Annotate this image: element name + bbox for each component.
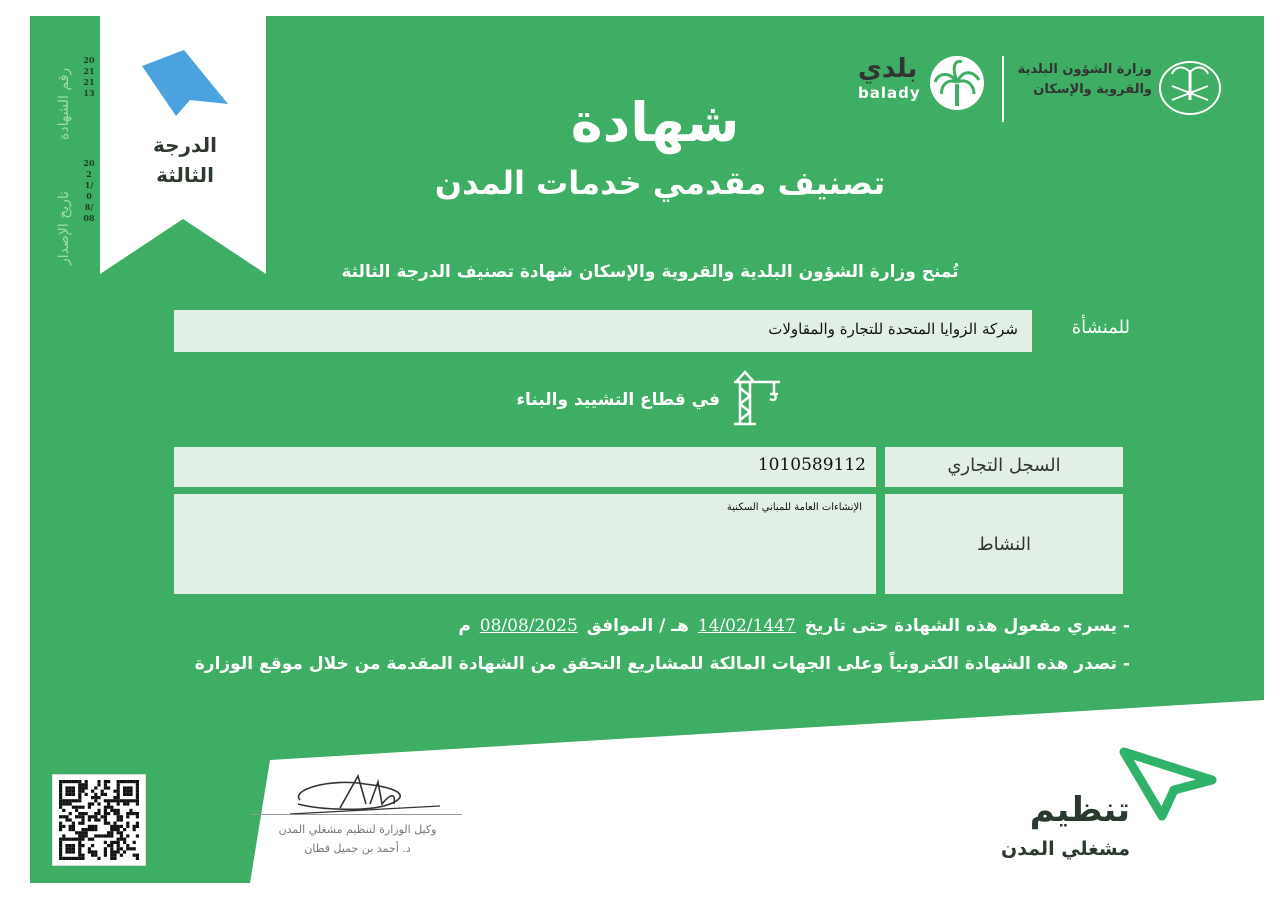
grade-line-1: الدرجة (153, 133, 217, 157)
signature-image (270, 770, 450, 820)
validity-statement (30, 612, 1130, 640)
grade-line-2: الثالثة (156, 163, 214, 187)
ministry-name (1012, 60, 1152, 100)
grade-label (130, 130, 240, 190)
sector-text: في قطاع التشييد والبناء (516, 390, 720, 410)
activity-label-cell (885, 494, 1123, 594)
issue-date: 2021/08/08 (83, 158, 95, 223)
certificate-subtitle: تصنيف مقدمي خدمات المدن (434, 164, 886, 202)
brand-subtitle: مشغلي المدن (1001, 838, 1130, 860)
certificate-number: 20212113 (83, 55, 95, 98)
hijri-suffix: هـ / الموافق (586, 616, 689, 636)
commercial-register-value-cell (174, 447, 876, 487)
balady-arabic: بلدي (858, 54, 918, 84)
signatory-title: وكيل الوزارة لتنظيم مشغلي المدن (278, 823, 437, 836)
balady-english: balady (858, 84, 921, 102)
verification-note: - تصدر هذه الشهادة الكترونياً وعلى الجهات المالكة للمشاريع التحقق من الشهادة المقدمة من خلال موقع الوزارة (194, 654, 1130, 674)
ministry-emblem-icon (1158, 56, 1222, 116)
header-logos (840, 50, 1235, 125)
establishment-field (174, 310, 1032, 352)
activity-label: النشاط (976, 534, 1032, 555)
gregorian-suffix: م (458, 616, 471, 636)
validity-prefix: - يسري مفعول هذه الشهادة حتى تاريخ (804, 616, 1130, 636)
grant-statement: تُمنح وزارة الشؤون البلدية والقروية والإسكان شهادة تصنيف الدرجة الثالثة (341, 262, 959, 282)
hijri-expiry-date: 14/02/1447 (697, 616, 796, 636)
qr-code-icon (59, 780, 139, 860)
ministry-line-1: وزارة الشؤون البلدية (1017, 62, 1152, 77)
certificate-number-label: رقم الشهادة (56, 67, 72, 140)
qr-code[interactable] (52, 774, 146, 866)
issue-date-label: تاريخ الإصدار (56, 190, 72, 265)
activity-value: الإنشاءات العامة للمباني السكنية (726, 502, 862, 513)
commercial-register-label-cell (885, 447, 1123, 487)
commercial-register-number: 1010589112 (757, 455, 866, 475)
gregorian-expiry-date: 08/08/2025 (479, 616, 578, 636)
brand-title: تنظيم (1029, 790, 1130, 830)
commercial-register-label: السجل التجاري (947, 455, 1061, 476)
establishment-label: للمنشأة (1071, 317, 1130, 338)
establishment-name: شركة الزوايا المتحدة للتجارة والمقاولات (768, 320, 1018, 338)
ministry-line-2: والقروية والإسكان (1033, 82, 1152, 97)
crane-icon (730, 368, 786, 428)
activity-value-cell (174, 494, 876, 594)
palm-tree-icon (928, 54, 986, 112)
signatory-name: د. أحمد بن جميل قطان (304, 842, 411, 855)
signatory-block (250, 820, 465, 858)
certificate-title: شهادة (570, 91, 740, 154)
